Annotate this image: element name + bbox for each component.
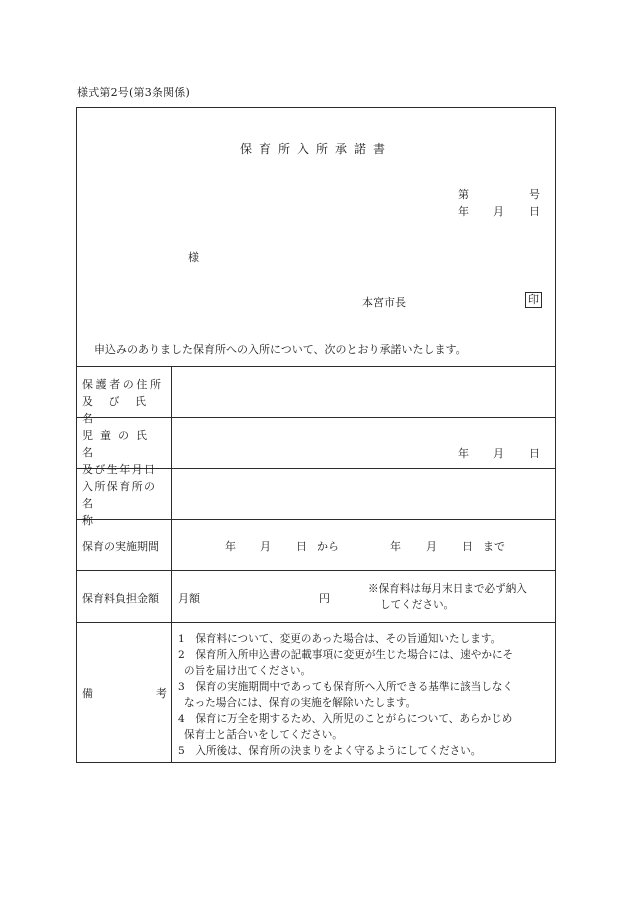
guardian-label [82, 376, 166, 427]
remarks-note: 1 保育料について、変更のあった場合は、その旨通知いたします。 [178, 633, 502, 645]
fee-notice-line2: してください。 [380, 599, 455, 611]
period-from-year: 年 [225, 540, 236, 553]
child-birth-month: 月 [493, 447, 504, 460]
issue-date-year: 年 [458, 205, 469, 218]
child-label-line2: 及び生年月日 [82, 463, 157, 476]
guardian-label-line1: 保護者の住所 [82, 378, 164, 391]
period-to-day: 日 [462, 540, 473, 553]
child-birth-day: 日 [529, 447, 540, 460]
remarks-note: 2 保育所入所申込書の記載事項に変更が生じた場合には、速やかにそ [178, 649, 514, 661]
seal-mark [525, 292, 542, 308]
period-to-month: 月 [426, 540, 437, 553]
period-from-month: 月 [260, 540, 271, 553]
remarks-note: 保育士と話合いをしてください。 [184, 729, 343, 741]
table-top-border [77, 366, 555, 367]
guardian-field[interactable] [173, 368, 555, 416]
child-label [82, 427, 166, 478]
remarks-label-left: 備 [82, 687, 93, 700]
seal-label: 印 [525, 292, 542, 308]
remarks-note: 4 保育に万全を期するため、入所児のことがらについて、あらかじめ [178, 713, 513, 725]
remarks-note: の旨を届け出てください。 [184, 665, 312, 677]
remarks-label-right: 考 [156, 687, 167, 700]
period-to-word: まで [483, 540, 505, 553]
guardian-label-line2: 及び氏名 [82, 395, 162, 425]
addressee-honorific: 様 [188, 251, 199, 264]
issue-date-month: 月 [493, 205, 504, 218]
period-label: 保育の実施期間 [82, 540, 159, 553]
period-from-day: 日 [296, 540, 307, 553]
child-label-line1: 児童の氏名 [82, 429, 154, 459]
period-to-year: 年 [390, 540, 401, 553]
row-divider [77, 622, 555, 623]
issue-date-day: 日 [529, 205, 540, 218]
child-birth-year: 年 [458, 447, 469, 460]
consent-form [76, 107, 556, 763]
nursery-label-line1: 入所保育所の [82, 480, 157, 493]
document-title: 保育所入所承諾書 [239, 142, 392, 156]
remarks-note: なった場合には、保育の実施を解除いたします。 [184, 697, 417, 709]
remarks-note: 3 保育の実施期間中であっても保育所へ入所できる基準に該当しなく [178, 681, 514, 693]
issuer-name: 本宮市長 [362, 296, 406, 309]
fee-notice-line1: ※保育料は毎月末日まで必ず納入 [368, 583, 527, 595]
fee-label: 保育料負担金額 [82, 592, 159, 605]
nursery-label-line2: 名称 [82, 497, 155, 527]
row-divider [77, 570, 555, 571]
remarks-note: 5 入所後は、保育所の決まりをよく守るようにしてください。 [178, 745, 482, 757]
fee-monthly-label: 月額 [178, 592, 200, 605]
period-from-word: から [317, 540, 339, 553]
form-number: 様式第2号(第3条関係) [77, 86, 190, 99]
consent-statement: 申込みのありました保育所への入所について、次のとおり承諾いたします。 [94, 343, 467, 356]
nursery-label [82, 478, 166, 529]
label-column-divider [171, 366, 172, 763]
fee-yen-unit: 円 [319, 592, 330, 605]
nursery-field[interactable] [173, 470, 555, 518]
doc-number-prefix: 第 [458, 188, 469, 201]
doc-number-suffix: 号 [529, 188, 540, 201]
